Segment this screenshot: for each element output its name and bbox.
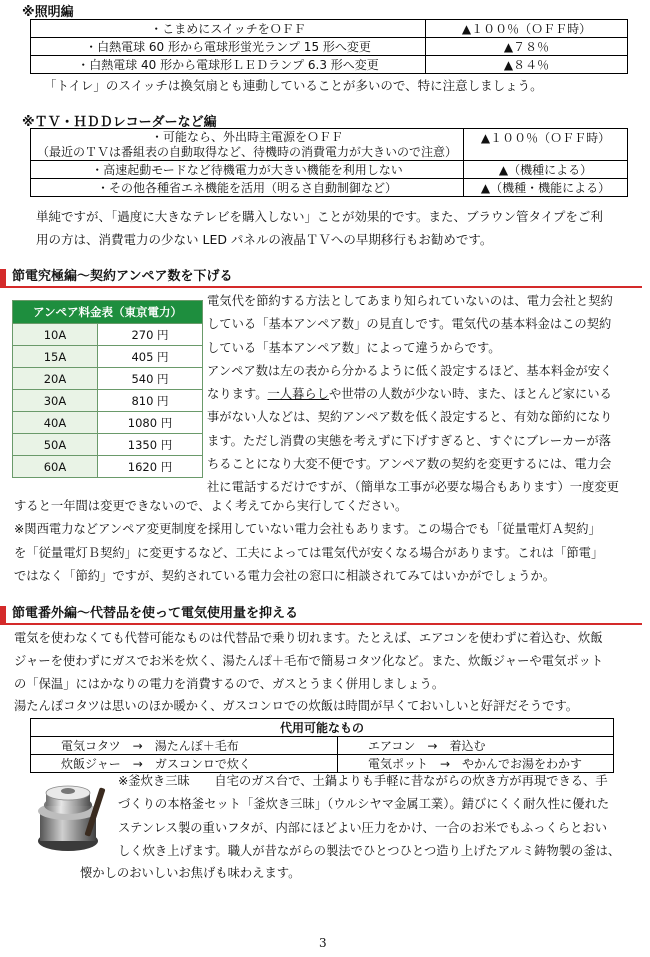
alternative-item: 電気ポット → やかんでお湯をわかす bbox=[338, 755, 614, 773]
alternatives-table bbox=[30, 718, 614, 773]
paragraph-line: ジャーを使わずにガスでお米を炊く、湯たんぽ＋毛布で簡易コタツ化など。また、炊飯ジャーや電気ポット bbox=[14, 653, 604, 668]
tv-item: ・その他各種省エネ機能を活用（明るさ自動制御など） bbox=[31, 179, 464, 197]
section-title: 節電究極編～契約アンペア数を下げる bbox=[12, 269, 233, 284]
tv-value: ▲１００％（ＯＦＦ時） bbox=[464, 129, 628, 161]
ampere-table-title: アンペア料金表（東京電力） bbox=[13, 301, 203, 324]
section-header bbox=[0, 606, 642, 625]
paragraph-line: 電気代を節約する方法としてあまり知られていないのは、電力会社と契約 bbox=[207, 294, 613, 308]
text-run: や世帯の人数が少ない時、また、ほとんど家にいる bbox=[329, 387, 612, 402]
ampere-cell: 60A bbox=[13, 456, 98, 478]
paragraph-line: アンペア数は左の表から分かるように低く設定するほど、基本料金が安く bbox=[207, 363, 613, 378]
ampere-paragraph-continued bbox=[14, 495, 644, 588]
ampere-cell: 15A bbox=[13, 346, 98, 368]
paragraph-line: ステンレス製の重いフタが、内部にほどよい圧力をかけ、一合のお米でもふっくらとおい bbox=[118, 820, 607, 835]
tv-value: ▲（機種・機能による） bbox=[464, 179, 628, 197]
paragraph-line: ちることになり大変不便です。アンペア数の契約を変更するには、電力会 bbox=[207, 457, 612, 472]
lighting-heading: ※照明編 bbox=[22, 5, 74, 20]
tv-note-line: 単純ですが、「過度に大きなテレビを購入しない」ことが効果的です。また、ブラウン管タイプをご利 bbox=[36, 209, 603, 224]
paragraph-line: 事がない人などは、契約アンペア数を低く設定すると、有効な節約になり bbox=[207, 410, 613, 425]
tv-item-line: ・可能なら、外出時主電源をＯＦＦ bbox=[151, 130, 344, 144]
ampere-cell: 50A bbox=[13, 434, 98, 456]
paragraph-line: している「基本アンペア数」によって違うからです。 bbox=[207, 340, 501, 355]
tv-table bbox=[30, 128, 628, 197]
tv-note-line: 用の方は、消費電力の少ない LED パネルの液晶ＴＶへの早期移行もお勧めです。 bbox=[36, 232, 493, 247]
lighting-item: ・白熱電球 60 形から電球形蛍光ランプ 15 形へ変更 bbox=[31, 38, 426, 56]
paragraph-line: 電気を使わなくても代替可能なものは代替品で乗り切れます。たとえば、エアコンを使わずに着込む、炊飯 bbox=[14, 631, 603, 645]
ampere-cell: 10A bbox=[13, 324, 98, 346]
rice-pot-image bbox=[34, 775, 110, 857]
paragraph-line: の「保温」にはかなりの電力を消費するので、ガスとうまく併用しましょう。 bbox=[14, 676, 445, 691]
tv-heading: ※ＴＶ・ＨＤＤレコーダーなど編 bbox=[22, 115, 217, 130]
paragraph-line: 社に電話するだけですが、（簡単な工事が必要な場合もあります）一度変更 bbox=[207, 480, 619, 495]
alternative-item: 炊飯ジャー → ガスコンロで炊く bbox=[31, 755, 338, 773]
paragraph-line: を「従量電灯Ｂ契約」に変更するなど、工夫によっては電気代が安くなる場合があります。これは「節電」 bbox=[14, 545, 604, 560]
lighting-item: ・こまめにスイッチをＯＦＦ bbox=[31, 20, 426, 38]
price-cell: 540 円 bbox=[98, 368, 203, 390]
paragraph-line: ではなく「節約」ですが、契約されている電力会社の窓口に相談されてみてはいかがでしょうか。 bbox=[14, 568, 556, 583]
paragraph-line: すると一年間は変更できないので、よく考えてから実行してください。 bbox=[14, 499, 408, 513]
alternative-item: エアコン → 着込む bbox=[338, 737, 614, 755]
ampere-paragraph bbox=[207, 290, 641, 500]
lighting-value: ▲７８％ bbox=[426, 38, 628, 56]
price-cell: 1080 円 bbox=[98, 412, 203, 434]
lighting-note: 「トイレ」のスイッチは換気扇とも連動していることが多いので、特に注意しましょう。 bbox=[44, 78, 543, 93]
section-title: 節電番外編～代替品を使って電気使用量を抑える bbox=[12, 606, 299, 621]
paragraph-line bbox=[207, 383, 641, 406]
tv-note bbox=[36, 205, 603, 251]
kama-paragraph bbox=[118, 770, 644, 863]
section-header bbox=[0, 269, 642, 288]
tv-value: ▲（機種による） bbox=[464, 161, 628, 179]
tv-item-note: （最近のＴＶは番組表の自動取得など、待機時の消費電力が大きいので注意） bbox=[37, 145, 458, 159]
ampere-cell: 40A bbox=[13, 412, 98, 434]
kama-last-line: 懐かしのおいしいお焦げも味わえます。 bbox=[80, 866, 301, 880]
price-cell: 1620 円 bbox=[98, 456, 203, 478]
ampere-table bbox=[12, 300, 203, 478]
ampere-cell: 20A bbox=[13, 368, 98, 390]
paragraph-line: ※釜炊き三昧 自宅のガス台で、土鍋よりも手軽に昔ながらの炊き方が再現できる、手 bbox=[118, 774, 608, 788]
alternatives-table-title: 代用可能なもの bbox=[31, 719, 614, 737]
paragraph-line: ※関西電力などアンペア変更制度を採用していない電力会社もあります。この場合でも「従量電灯Ａ契約」 bbox=[14, 522, 601, 537]
tv-item bbox=[31, 129, 464, 161]
text-run: なります。 bbox=[207, 387, 268, 402]
paragraph-line: づくりの本格釜セット「釜炊き三昧」（ウルシヤマ金属工業）。錆びにくく耐久性に優れた bbox=[118, 797, 610, 812]
paragraph-line: ます。ただし消費の実態を考えずに下げすぎると、すぐにブレーカーが落 bbox=[207, 433, 612, 448]
underlined-text: 一人暮らし bbox=[267, 387, 330, 402]
price-cell: 810 円 bbox=[98, 390, 203, 412]
paragraph-line: 湯たんぽコタツは思いのほか暖かく、ガスコンロでの炊飯は時間が早くておいしいと好評だそうです。 bbox=[14, 699, 579, 714]
lighting-item: ・白熱電球 40 形から電球形ＬＥＤランプ 6.3 形へ変更 bbox=[31, 56, 426, 74]
lighting-table bbox=[30, 19, 628, 74]
tv-item: ・高速起動モードなど待機電力が大きい機能を利用しない bbox=[31, 161, 464, 179]
paragraph-line: しく炊き上げます。職人が昔ながらの製法でひとつひとつ造り上げたアルミ鋳物製の釜は、 bbox=[118, 843, 621, 858]
paragraph-line: している「基本アンペア数」の見直しです。電気代の基本料金はこの契約 bbox=[207, 317, 612, 332]
page-number: 3 bbox=[319, 936, 327, 950]
alternatives-paragraph bbox=[14, 627, 644, 718]
price-cell: 1350 円 bbox=[98, 434, 203, 456]
price-cell: 270 円 bbox=[98, 324, 203, 346]
lighting-value: ▲８４％ bbox=[426, 56, 628, 74]
lighting-value: ▲１００％（ＯＦＦ時） bbox=[426, 20, 628, 38]
ampere-cell: 30A bbox=[13, 390, 98, 412]
price-cell: 405 円 bbox=[98, 346, 203, 368]
alternative-item: 電気コタツ → 湯たんぽ＋毛布 bbox=[31, 737, 338, 755]
